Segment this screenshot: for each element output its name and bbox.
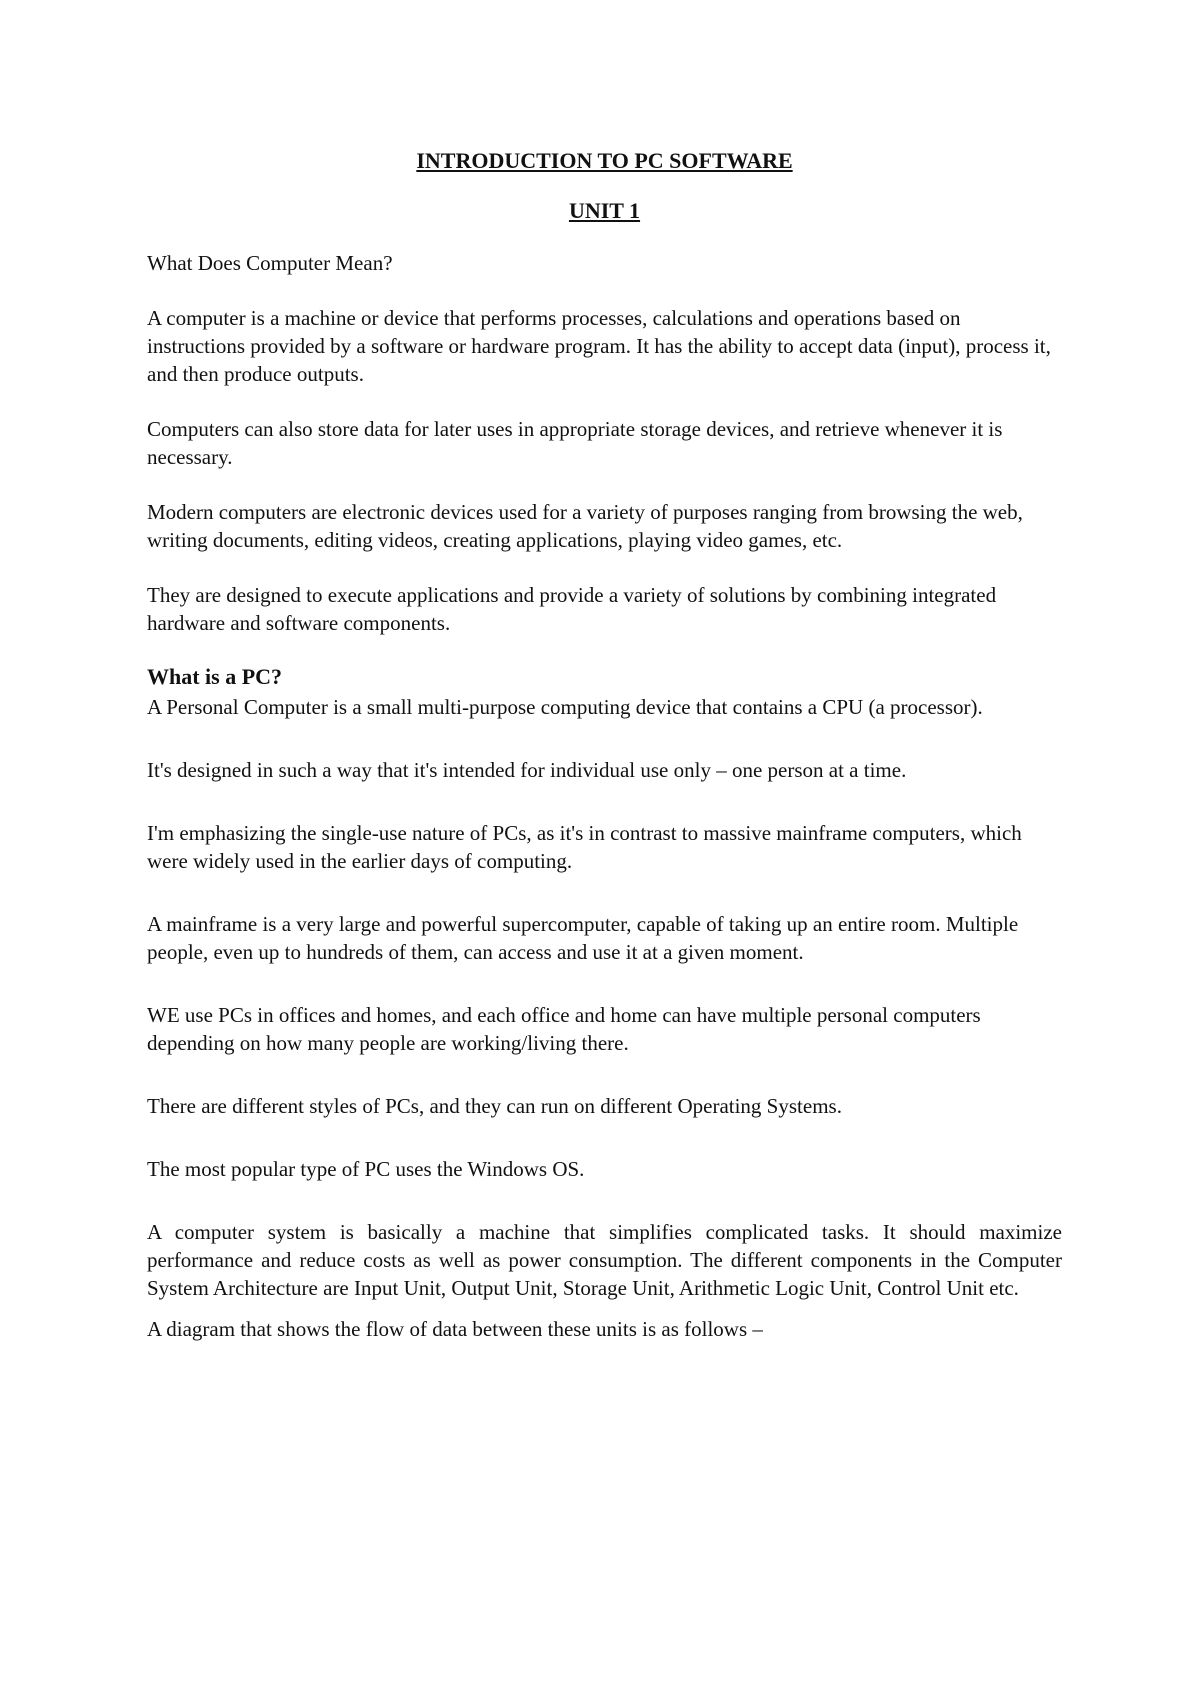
document-title: INTRODUCTION TO PC SOFTWARE [416,148,793,173]
intro-paragraph-2: Computers can also store data for later uses in appropriate storage devices, and retrieve whenever it is necessary. [147,417,1003,469]
system-paragraph: A computer system is basically a machine that simplifies complicated tasks. It should maximize performance and reduce costs as well as power consumption. The different components in the Computer System Architecture are Input Unit, Output Unit, Storage Unit, Arithmetic Logic Unit, Control Unit etc. [147,1220,1062,1300]
unit-heading: UNIT 1 [568,198,641,223]
pc-paragraph-1: A Personal Computer is a small multi-purpose computing device that contains a CPU (a processor). [147,695,983,719]
document-content [147,148,1062,1343]
intro-paragraph-1: A computer is a machine or device that performs processes, calculations and operations based on instructions provided by a software or hardware program. It has the ability to accept data (input), process it, and then produce outputs. [147,306,1051,386]
question-heading: What Does Computer Mean? [147,251,393,275]
pc-paragraph-2: It's designed in such a way that it's intended for individual use only – one person at a time. [147,758,907,782]
intro-paragraph-3: Modern computers are electronic devices used for a variety of purposes ranging from browsing the web, writing documents, editing videos, creating applications, playing video games, etc. [147,500,1023,552]
pc-paragraph-6: There are different styles of PCs, and they can run on different Operating Systems. [147,1094,842,1118]
pc-paragraph-5: WE use PCs in offices and homes, and each office and home can have multiple personal computers depending on how many people are working/living there. [147,1003,981,1055]
pc-heading: What is a PC? [147,664,283,689]
pc-paragraph-7: The most popular type of PC uses the Windows OS. [147,1157,585,1181]
pc-paragraph-4: A mainframe is a very large and powerful supercomputer, capable of taking up an entire room. Multiple people, even up to hundreds of them, can access and use it at a given moment. [147,912,1019,964]
intro-paragraph-4: They are designed to execute applications and provide a variety of solutions by combining integrated hardware and software components. [147,583,997,635]
pc-paragraph-3: I'm emphasizing the single-use nature of PCs, as it's in contrast to massive mainframe computers, which were widely used in the earlier days of computing. [147,821,1022,873]
diagram-intro: A diagram that shows the flow of data between these units is as follows – [147,1317,763,1341]
